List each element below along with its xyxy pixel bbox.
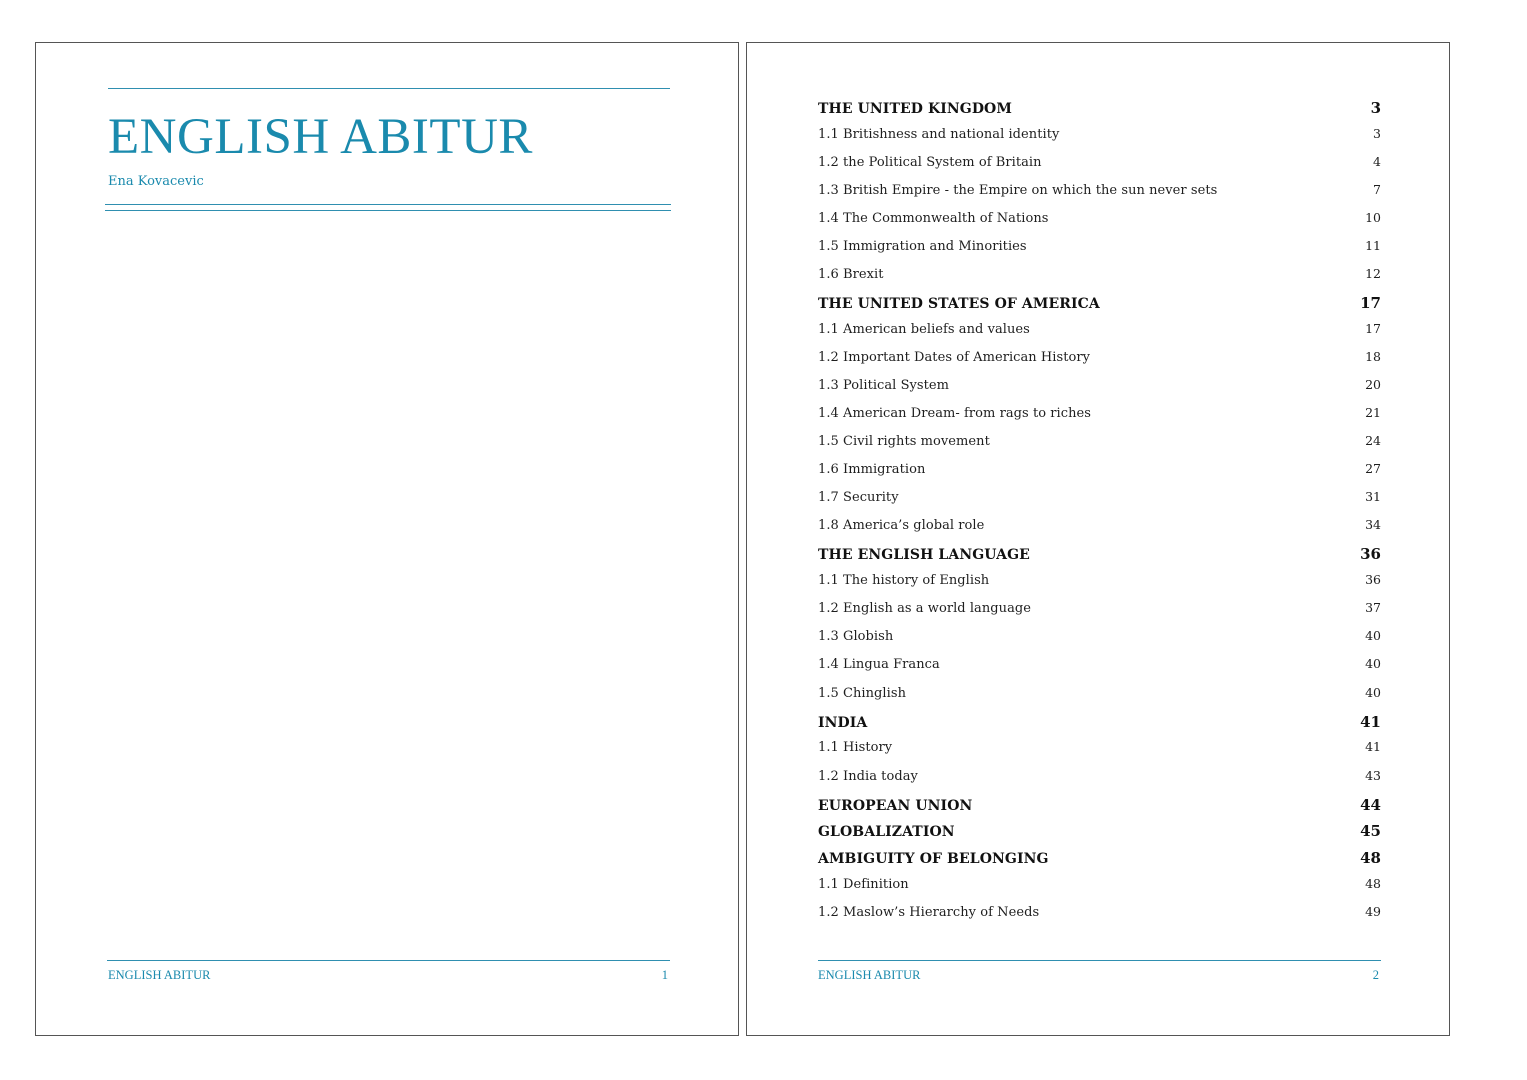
toc-entry-page-number: 21 xyxy=(1365,405,1381,421)
toc-entry-title: 1.4 Lingua Franca xyxy=(818,657,940,673)
footer-rule xyxy=(107,960,670,961)
toc-entry-page-number: 36 xyxy=(1365,572,1381,588)
toc-subsection-entry[interactable] xyxy=(818,433,1381,461)
cover-page xyxy=(35,42,739,1036)
toc-entry-title: 1.3 Globish xyxy=(818,629,894,645)
toc-entry-title: 1.8 America’s global role xyxy=(818,518,985,534)
toc-subsection-entry[interactable] xyxy=(818,904,1381,932)
toc-subsection-entry[interactable] xyxy=(818,572,1381,600)
toc-entry-page-number: 4 xyxy=(1373,153,1381,169)
toc-subsection-entry[interactable] xyxy=(818,154,1381,182)
toc-entry-title: 1.2 English as a world language xyxy=(818,601,1031,617)
toc-entry-page-number: 20 xyxy=(1365,377,1381,393)
cover-double-rule-top xyxy=(105,204,671,205)
footer-rule xyxy=(818,960,1381,961)
toc-subsection-entry[interactable] xyxy=(818,349,1381,377)
toc-entry-page-number: 40 xyxy=(1365,656,1381,672)
toc-entry-page-number: 17 xyxy=(1365,321,1381,337)
toc-entry-page-number: 18 xyxy=(1365,349,1381,365)
toc-entry-page-number: 3 xyxy=(1373,125,1381,141)
toc-entry-page-number: 40 xyxy=(1365,628,1381,644)
toc-subsection-entry[interactable] xyxy=(818,656,1381,684)
toc-entry-title: 1.1 Britishness and national identity xyxy=(818,126,1060,142)
toc-subsection-entry[interactable] xyxy=(818,600,1381,628)
toc-section-entry[interactable] xyxy=(818,99,1381,126)
toc-entry-page-number: 27 xyxy=(1365,461,1381,477)
toc-section-entry[interactable] xyxy=(818,294,1381,321)
table-of-contents xyxy=(818,99,1381,932)
toc-entry-page-number: 37 xyxy=(1365,600,1381,616)
toc-entry-page-number: 41 xyxy=(1360,712,1381,731)
toc-entry-title: 1.5 Immigration and Minorities xyxy=(818,239,1027,255)
toc-subsection-entry[interactable] xyxy=(818,377,1381,405)
toc-entry-page-number: 43 xyxy=(1365,767,1381,783)
toc-section-entry[interactable] xyxy=(818,822,1381,849)
toc-subsection-entry[interactable] xyxy=(818,126,1381,154)
toc-entry-page-number: 11 xyxy=(1365,238,1381,254)
footer-label: ENGLISH ABITUR xyxy=(108,968,211,982)
toc-entry-title: GLOBALIZATION xyxy=(818,824,955,841)
toc-subsection-entry[interactable] xyxy=(818,321,1381,349)
footer-label: ENGLISH ABITUR xyxy=(818,968,921,982)
toc-entry-page-number: 3 xyxy=(1370,99,1381,117)
toc-entry-title: 1.1 History xyxy=(818,740,893,756)
toc-section-entry[interactable] xyxy=(818,713,1381,740)
toc-entry-title: 1.2 the Political System of Britain xyxy=(818,154,1042,170)
toc-entry-page-number: 41 xyxy=(1365,739,1381,755)
toc-subsection-entry[interactable] xyxy=(818,876,1381,904)
toc-entry-title: INDIA xyxy=(818,714,868,731)
toc-entry-page-number: 36 xyxy=(1360,545,1381,564)
toc-entry-page-number: 12 xyxy=(1365,266,1381,282)
toc-entry-page-number: 48 xyxy=(1365,876,1381,892)
toc-entry-title: 1.2 India today xyxy=(818,768,918,784)
toc-entry-title: EUROPEAN UNION xyxy=(818,797,973,814)
cover-author: Ena Kovacevic xyxy=(108,174,204,189)
cover-top-rule xyxy=(108,88,670,89)
toc-entry-page-number: 31 xyxy=(1365,489,1381,505)
toc-entry-page-number: 45 xyxy=(1360,822,1381,841)
toc-subsection-entry[interactable] xyxy=(818,210,1381,238)
toc-entry-title: 1.4 The Commonwealth of Nations xyxy=(818,211,1049,227)
toc-entry-title: 1.7 Security xyxy=(818,490,899,506)
toc-entry-title: 1.4 American Dream- from rags to riches xyxy=(818,406,1091,422)
toc-entry-page-number: 7 xyxy=(1373,181,1381,197)
toc-entry-page-number: 24 xyxy=(1365,433,1381,449)
toc-entry-title: 1.3 British Empire - the Empire on which the sun never sets xyxy=(818,182,1218,198)
toc-entry-page-number: 49 xyxy=(1365,904,1381,920)
toc-subsection-entry[interactable] xyxy=(818,739,1381,767)
cover-double-rule-bottom xyxy=(105,210,671,211)
cover-title: ENGLISH ABITUR xyxy=(108,109,533,165)
toc-subsection-entry[interactable] xyxy=(818,182,1381,210)
toc-entry-title: THE UNITED KINGDOM xyxy=(818,101,1012,117)
toc-entry-page-number: 17 xyxy=(1360,294,1381,313)
toc-subsection-entry[interactable] xyxy=(818,461,1381,489)
toc-entry-page-number: 10 xyxy=(1365,210,1381,226)
toc-subsection-entry[interactable] xyxy=(818,768,1381,796)
footer-page-number: 2 xyxy=(1372,968,1379,982)
toc-subsection-entry[interactable] xyxy=(818,628,1381,656)
toc-entry-page-number: 44 xyxy=(1360,795,1381,814)
toc-entry-title: 1.2 Maslow’s Hierarchy of Needs xyxy=(818,905,1040,921)
toc-entry-title: 1.6 Brexit xyxy=(818,267,884,283)
toc-entry-title: THE ENGLISH LANGUAGE xyxy=(818,547,1030,564)
toc-entry-page-number: 40 xyxy=(1365,684,1381,700)
toc-subsection-entry[interactable] xyxy=(818,685,1381,713)
toc-entry-title: 1.1 The history of English xyxy=(818,573,990,589)
contents-page xyxy=(746,42,1450,1036)
toc-subsection-entry[interactable] xyxy=(818,517,1381,545)
footer-page-number: 1 xyxy=(661,968,668,982)
toc-entry-title: 1.6 Immigration xyxy=(818,462,926,478)
toc-entry-title: 1.1 American beliefs and values xyxy=(818,322,1030,338)
toc-entry-title: 1.5 Civil rights movement xyxy=(818,434,990,450)
toc-entry-title: 1.2 Important Dates of American History xyxy=(818,350,1091,366)
toc-entry-page-number: 34 xyxy=(1365,517,1381,533)
toc-subsection-entry[interactable] xyxy=(818,238,1381,266)
toc-subsection-entry[interactable] xyxy=(818,266,1381,294)
toc-entry-title: 1.1 Definition xyxy=(818,877,909,893)
toc-entry-page-number: 48 xyxy=(1360,849,1381,868)
toc-section-entry[interactable] xyxy=(818,849,1381,876)
toc-entry-title: 1.5 Chinglish xyxy=(818,685,906,701)
toc-section-entry[interactable] xyxy=(818,796,1381,823)
toc-entry-title: AMBIGUITY OF BELONGING xyxy=(818,851,1049,868)
toc-section-entry[interactable] xyxy=(818,545,1381,572)
toc-entry-title: 1.3 Political System xyxy=(818,378,950,394)
toc-entry-title: THE UNITED STATES OF AMERICA xyxy=(818,296,1100,313)
toc-subsection-entry[interactable] xyxy=(818,489,1381,517)
toc-subsection-entry[interactable] xyxy=(818,405,1381,433)
